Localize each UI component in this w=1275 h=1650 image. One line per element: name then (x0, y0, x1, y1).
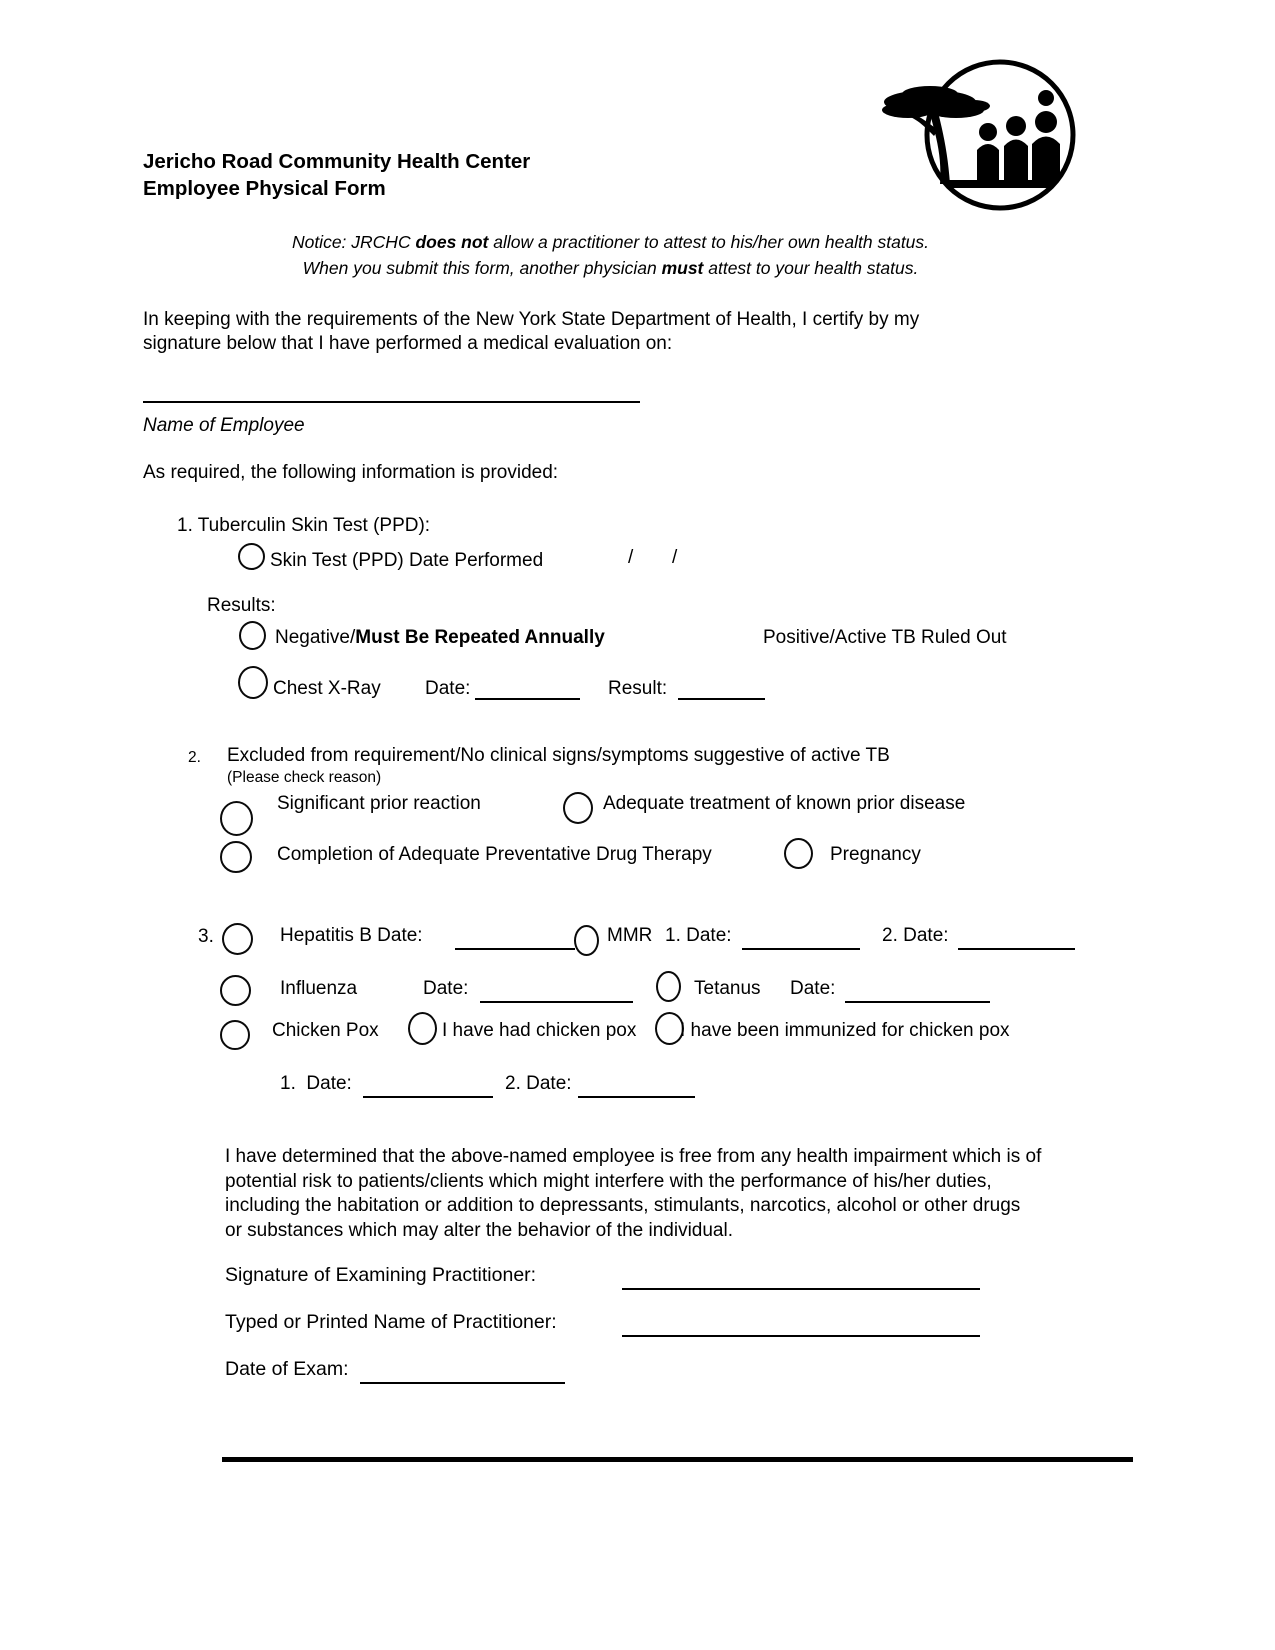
mmr-date2-blank-line[interactable] (958, 948, 1075, 950)
adequate-treatment-label: Adequate treatment of known prior disease (603, 793, 966, 814)
notice-line2-bold: must (661, 258, 704, 278)
notice-line1-bold: does not (415, 232, 489, 252)
radio-mmr[interactable] (574, 925, 599, 956)
influenza-date-blank-line[interactable] (480, 1001, 633, 1003)
intro-line2: signature below that I have performed a medical evaluation on: (143, 333, 673, 354)
attestation-line2: potential risk to patients/clients which might interfere with the performance of his/her duties, (225, 1170, 992, 1192)
negative-label (275, 626, 605, 650)
form-title (143, 148, 530, 202)
cp-date2-blank-line[interactable] (578, 1096, 695, 1098)
chest-xray-label: Chest X-Ray (273, 678, 381, 699)
tetanus-label: Tetanus (694, 978, 761, 999)
section2-number: 2. (188, 749, 201, 766)
radio-hepatitis-b[interactable] (222, 923, 253, 955)
intro-paragraph (143, 308, 919, 356)
significant-prior-reaction-label: Significant prior reaction (277, 793, 481, 814)
radio-negative[interactable] (239, 621, 266, 650)
had-chicken-pox-label: I have had chicken pox (442, 1020, 637, 1041)
cp-date2-label: 2. Date: (505, 1073, 572, 1094)
date-slash-1: / (628, 547, 634, 568)
employee-name-blank-line[interactable] (143, 401, 640, 403)
intro-line1: In keeping with the requirements of the New York State Department of Health, I certify by my (143, 309, 920, 330)
notice-line2-post: attest to your health status. (703, 258, 919, 278)
cp-date1-blank-line[interactable] (363, 1096, 493, 1098)
chicken-pox-label: Chicken Pox (272, 1020, 379, 1041)
employee-name-label: Name of Employee (143, 415, 305, 436)
notice-line1 (143, 229, 1078, 255)
attestation-line4: or substances which may alter the behavior of the individual. (225, 1219, 733, 1241)
hepatitis-b-label: Hepatitis B Date: (280, 925, 423, 946)
influenza-date-label: Date: (423, 978, 469, 999)
positive-tb-label: Positive/Active TB Ruled Out (763, 627, 1007, 648)
radio-tetanus[interactable] (656, 971, 681, 1002)
results-label: Results: (207, 595, 276, 616)
attestation-line1: I have determined that the above-named employee is free from any health impairment which is of (225, 1146, 1042, 1167)
radio-chest-xray[interactable] (238, 666, 268, 699)
bottom-divider-rule (222, 1457, 1133, 1462)
form-title-line2: Employee Physical Form (143, 177, 386, 200)
tree-and-people-logo-icon (878, 56, 1078, 216)
influenza-label: Influenza (280, 978, 358, 999)
required-info-line: As required, the following information is provided: (143, 462, 559, 483)
hepatitis-date-blank-line[interactable] (455, 948, 575, 950)
chest-result-label: Result: (608, 678, 668, 699)
chest-result-blank-line[interactable] (678, 698, 765, 700)
radio-influenza[interactable] (220, 975, 251, 1006)
radio-completion-drug-therapy[interactable] (220, 841, 252, 873)
section3-number: 3. (198, 926, 214, 947)
mmr-date2-label: 2. Date: (882, 925, 949, 946)
notice-line2 (143, 255, 1078, 281)
negative-label-pre: Negative/ (275, 627, 356, 648)
radio-significant-prior-reaction[interactable] (220, 801, 253, 836)
immunized-chicken-pox-label: I have been immunized for chicken pox (680, 1020, 1010, 1041)
radio-adequate-treatment[interactable] (563, 792, 593, 824)
notice-line2-pre: When you submit this form, another physician (302, 258, 662, 278)
radio-chicken-pox[interactable] (220, 1020, 250, 1050)
notice-text (143, 229, 1078, 281)
notice-line1-pre: Notice: JRCHC (291, 232, 416, 252)
notice-line1-post: allow a practitioner to attest to his/her own health status. (488, 232, 930, 252)
date-of-exam-blank-line[interactable] (360, 1382, 565, 1384)
skin-test-label: Skin Test (PPD) Date Performed (270, 550, 544, 571)
completion-drug-therapy-label: Completion of Adequate Preventative Drug Therapy (277, 844, 712, 865)
mmr-label: MMR (607, 925, 653, 946)
mmr-date1-label: 1. Date: (665, 925, 732, 946)
signature-blank-line[interactable] (622, 1288, 980, 1290)
section2-heading: Excluded from requirement/No clinical signs/symptoms suggestive of active TB (227, 745, 890, 766)
negative-label-bold: Must Be Repeated Annually (355, 627, 605, 648)
date-of-exam-label: Date of Exam: (225, 1358, 349, 1380)
tetanus-date-blank-line[interactable] (845, 1001, 990, 1003)
tetanus-date-label: Date: (790, 978, 836, 999)
typed-name-label: Typed or Printed Name of Practitioner: (225, 1311, 557, 1333)
radio-had-chicken-pox[interactable] (408, 1012, 437, 1045)
radio-skin-test-ppd[interactable] (238, 543, 265, 570)
attestation-line3: including the habitation or addition to depressants, stimulants, narcotics, alcohol or other drugs (225, 1195, 1021, 1216)
section1-heading: 1. Tuberculin Skin Test (PPD): (177, 515, 431, 536)
signature-label: Signature of Examining Practitioner: (225, 1264, 537, 1286)
check-reason-note: (Please check reason) (227, 769, 382, 786)
mmr-date1-blank-line[interactable] (742, 948, 860, 950)
pregnancy-label: Pregnancy (830, 844, 921, 865)
chest-date-blank-line[interactable] (475, 698, 580, 700)
form-title-line1: Jericho Road Community Health Center (143, 150, 531, 173)
chest-date-label: Date: (425, 678, 471, 699)
attestation-paragraph (225, 1145, 1041, 1243)
typed-name-blank-line[interactable] (622, 1335, 980, 1337)
radio-pregnancy[interactable] (784, 838, 813, 869)
date-slash-2: / (672, 547, 678, 568)
cp-date1-label: 1. Date: (280, 1073, 352, 1094)
